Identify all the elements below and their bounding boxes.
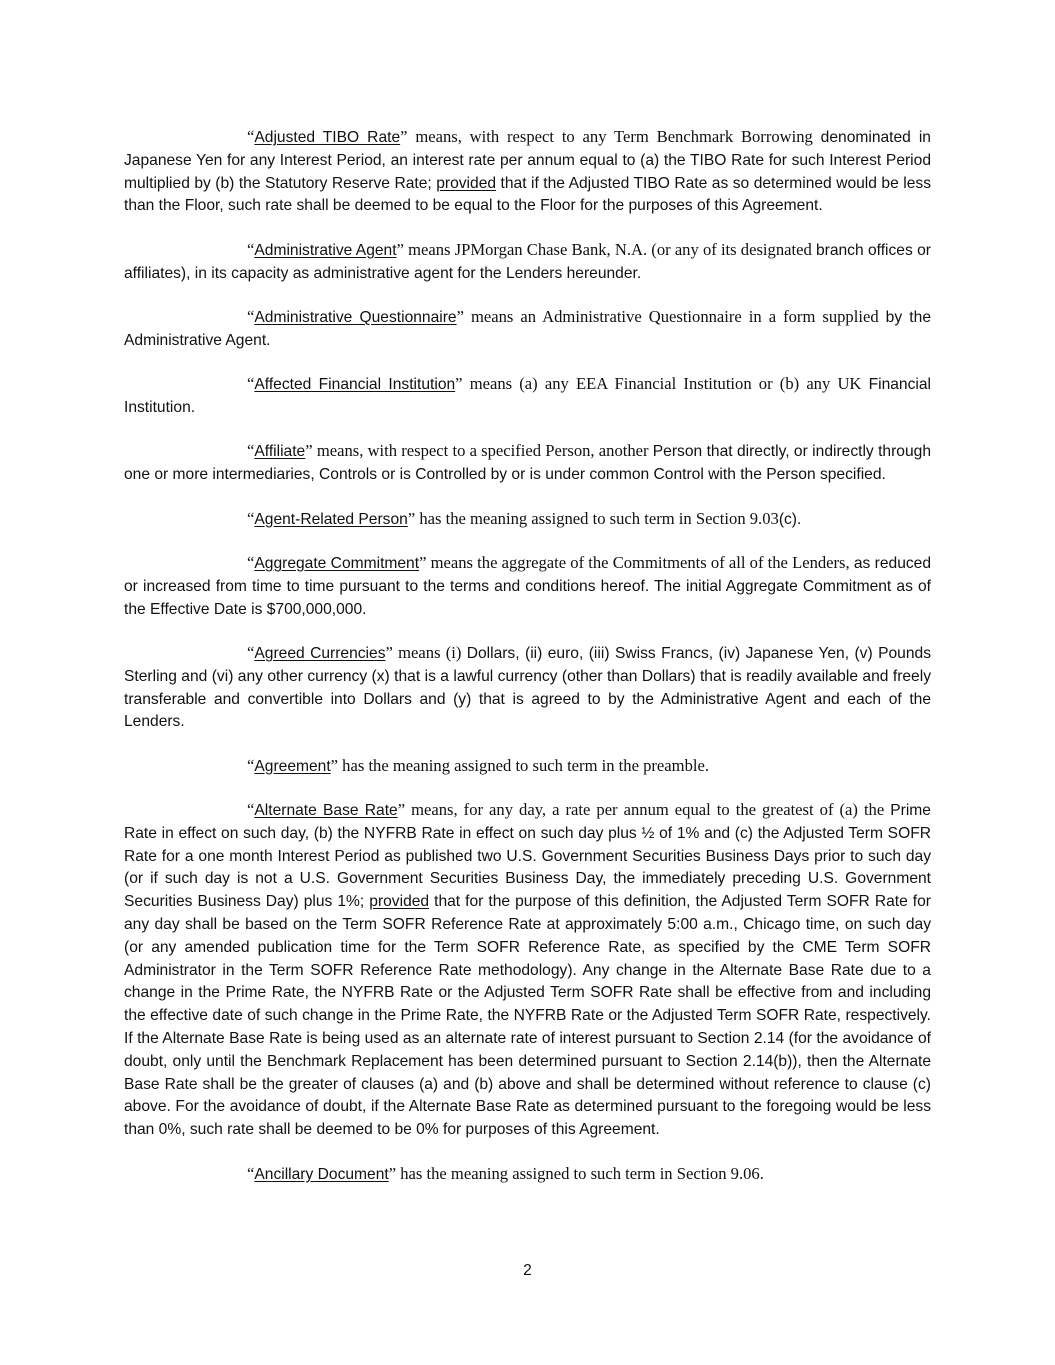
definition-agent-related-person: “Agent-Related Person” has the meaning assigned to such term in Section 9.03(c). [247,508,802,528]
definition-lead: means, with respect to any Term Benchmark Borrowing [407,127,813,146]
definition-body: (c). [778,510,802,528]
defined-term: Affiliate [254,443,306,461]
definition-lead: means (a) any EEA Financial Institution or (b) any UK [462,374,862,394]
definition-body: by the Administrative Agent. [124,308,931,349]
definition-body: denominated in Japanese Yen for any Interest Period, an interest rate per annum equal to (a) the TIBO Rate for such Interest Period multiplied by (b) the Statutory Reserve Rate; provided that if the Adjusted TIBO Rate as so determined would be less than the Floor, such rate shall be deemed to be equal to the Floor for the purposes of this Agreement. [124,129,931,215]
defined-term: Agreed Currencies [254,644,386,662]
page-number: 2 [523,1262,532,1279]
definition-lead: means, for any day, a rate per annum equal to the greatest of (a) the [405,800,885,820]
defined-term: Alternate Base Rate [254,802,398,820]
definition-lead: means (i) [392,642,462,662]
definition-body: Financial Institution. [124,376,931,416]
definition-ancillary-document: “Ancillary Document” has the meaning assigned to such term in Section 9.06. [247,1163,764,1183]
definition-lead: has the meaning assigned to such term in the preamble. [338,755,709,775]
definition-body: Dollars, (ii) euro, (iii) Swiss Francs, (iv) Japanese Yen, (v) Pounds Sterling and (vi) any other currency (x) that is a lawful currency (other than Dollars) that is readily available and freely transferable and convertible into Dollars and (y) that is agreed to by the Administrative Agent and each of the Lenders. [124,644,931,731]
defined-term: Agreement [254,757,331,775]
definition-affected-financial-institution: “Affected Financial Institution” means (a) any EEA Financial Institution or (b) any UK Financial Institution. [124,374,931,416]
definition-administrative-agent: “Administrative Agent” means JPMorgan Chase Bank, N.A. (or any of its designated branch offices or affiliates), in its capacity as administrative agent for the Lenders hereunder. [124,239,932,282]
defined-term: Aggregate Commitment [254,554,420,572]
definition-administrative-questionnaire: “Administrative Questionnaire” means an Administrative Questionnaire in a form supplied by the Administrative Agent. [124,306,931,349]
document-page [124,126,931,1207]
definition-lead: means the aggregate of the Commitments of all of the Lenders, [426,552,850,572]
definition-body: as reduced or increased from time to time pursuant to the terms and conditions hereof. The initial Aggregate Commitment as of the Effective Date is $700,000,000. [124,554,932,618]
defined-term: Ancillary Document [254,1165,389,1183]
emphasis-provided: provided [436,174,497,192]
definition-body: Person that directly, or indirectly through one or more intermediaries, Controls or is Controlled by or is under common Control with the Person specified. [124,443,931,484]
definition-adjusted-tibo-rate: “Adjusted TIBO Rate” means, with respect to any Term Benchmark Borrowing denominated in Japanese Yen for any Interest Period, an interest rate per annum equal to (a) the TIBO Rate for such Interest Period multiplied by (b) the Statutory Reserve Rate; provided that if the Adjusted TIBO Rate as so determined would be less than the Floor, such rate shall be deemed to be equal to the Floor for the purposes of this Agreement. [124,127,931,215]
definition-aggregate-commitment: “Aggregate Commitment” means the aggregate of the Commitments of all of the Lenders, as reduced or increased from time to time pursuant to the terms and conditions hereof. The initial Aggregate Commitment as of the Effective Date is $700,000,000. [124,552,932,618]
definition-alternate-base-rate: “Alternate Base Rate” means, for any day, a rate per annum equal to the greatest of (a) the Prime Rate in effect on such day, (b) the NYFRB Rate in effect on such day plus ½ of 1% and (c) the Adjusted Term SOFR Rate for a one month Interest Period as published two U.S. Government Securities Business Days prior to such day (or if such day is not a U.S. Government Securities Business Day, the immediately preceding U.S. Government Securities Business Day) plus 1%; provided that for the purpose of this definition, the Adjusted Term SOFR Rate for any day shall be based on the Term SOFR Reference Rate at approximately 5:00 a.m., Chicago time, on such day (or any amended publication time for the Term SOFR Reference Rate, as specified by the CME Term SOFR Administrator in the Term SOFR Reference Rate methodology). Any change in the Alternate Base Rate due to a change in the Prime Rate, the NYFRB Rate or the Adjusted Term SOFR Rate shall be effective from and including the effective date of such change in the Prime Rate, the NYFRB Rate or the Adjusted Term SOFR Rate, respectively. If the Alternate Base Rate is being used as an alternate rate of interest pursuant to Section 2.14 (for the avoidance of doubt, only until the Benchmark Replacement has been determined pursuant to Section 2.14(b)), then the Alternate Base Rate shall be the greater of clauses (a) and (b) above and shall be determined without reference to clause (c) above. For the avoidance of doubt, if the Alternate Base Rate as determined pursuant to the foregoing would be less than 0%, such rate shall be deemed to be 0% for purposes of this Agreement. [124,800,931,1139]
definition-lead: means JPMorgan Chase Bank, N.A. (or any of its designated [403,239,812,259]
defined-term: Administrative Questionnaire [254,308,457,326]
definition-body: branch offices or affiliates), in its capacity as administrative agent for the Lenders hereunder. [124,241,932,282]
definition-lead: has the meaning assigned to such term in Section 9.03 [415,508,779,528]
defined-term: Agent-Related Person [254,510,408,528]
definition-body: Prime Rate in effect on such day, (b) the NYFRB Rate in effect on such day plus ½ of 1% and (c) the Adjusted Term SOFR Rate for a one month Interest Period as published two U.S. Government Securities Business Days prior to such day (or if such day is not a U.S. Government Securities Business Day, the immediately preceding U.S. Government Securities Business Day) plus 1%; provided that for the purpose of this definition, the Adjusted Term SOFR Rate for any day shall be based on the Term SOFR Reference Rate at approximately 5:00 a.m., Chicago time, on such day (or any amended publication time for the Term SOFR Reference Rate, as specified by the CME Term SOFR Administrator in the Term SOFR Reference Rate methodology). Any change in the Alternate Base Rate due to a change in the Prime Rate, the NYFRB Rate or the Adjusted Term SOFR Rate shall be effective from and including the effective date of such change in the Prime Rate, the NYFRB Rate or the Adjusted Term SOFR Rate, respectively. If the Alternate Base Rate is being used as an alternate rate of interest pursuant to Section 2.14 (for the avoidance of doubt, only until the Benchmark Replacement has been determined pursuant to Section 2.14(b)), then the Alternate Base Rate shall be the greater of clauses (a) and (b) above and shall be determined without reference to clause (c) above. For the avoidance of doubt, if the Alternate Base Rate as determined pursuant to the foregoing would be less than 0%, such rate shall be deemed to be 0% for purposes of this Agreement. [124,802,931,1139]
defined-term: Administrative Agent [254,241,397,259]
definition-agreement: “Agreement” has the meaning assigned to such term in the preamble. [247,755,709,775]
definition-affiliate: “Affiliate” means, with respect to a specified Person, another Person that directly, or indirectly through one or more intermediaries, Controls or is Controlled by or is under common Control with the Person specified. [124,441,931,484]
defined-term: Affected Financial Institution [254,376,456,394]
definition-lead: has the meaning assigned to such term in Section 9.06. [396,1163,764,1183]
definition-lead: means, with respect to a specified Person, another [312,441,649,461]
emphasis-provided: provided [369,893,430,911]
definition-lead: means an Administrative Questionnaire in a form supplied [463,306,879,326]
definition-agreed-currencies: “Agreed Currencies” means (i) Dollars, (ii) euro, (iii) Swiss Francs, (iv) Japanese Yen, (v) Pounds Sterling and (vi) any other currency (x) that is a lawful currency (other than Dollars) that is readily available and freely transferable and convertible into Dollars and (y) that is agreed to by the Administrative Agent and each of the Lenders. [124,642,931,731]
defined-term: Adjusted TIBO Rate [254,129,401,146]
